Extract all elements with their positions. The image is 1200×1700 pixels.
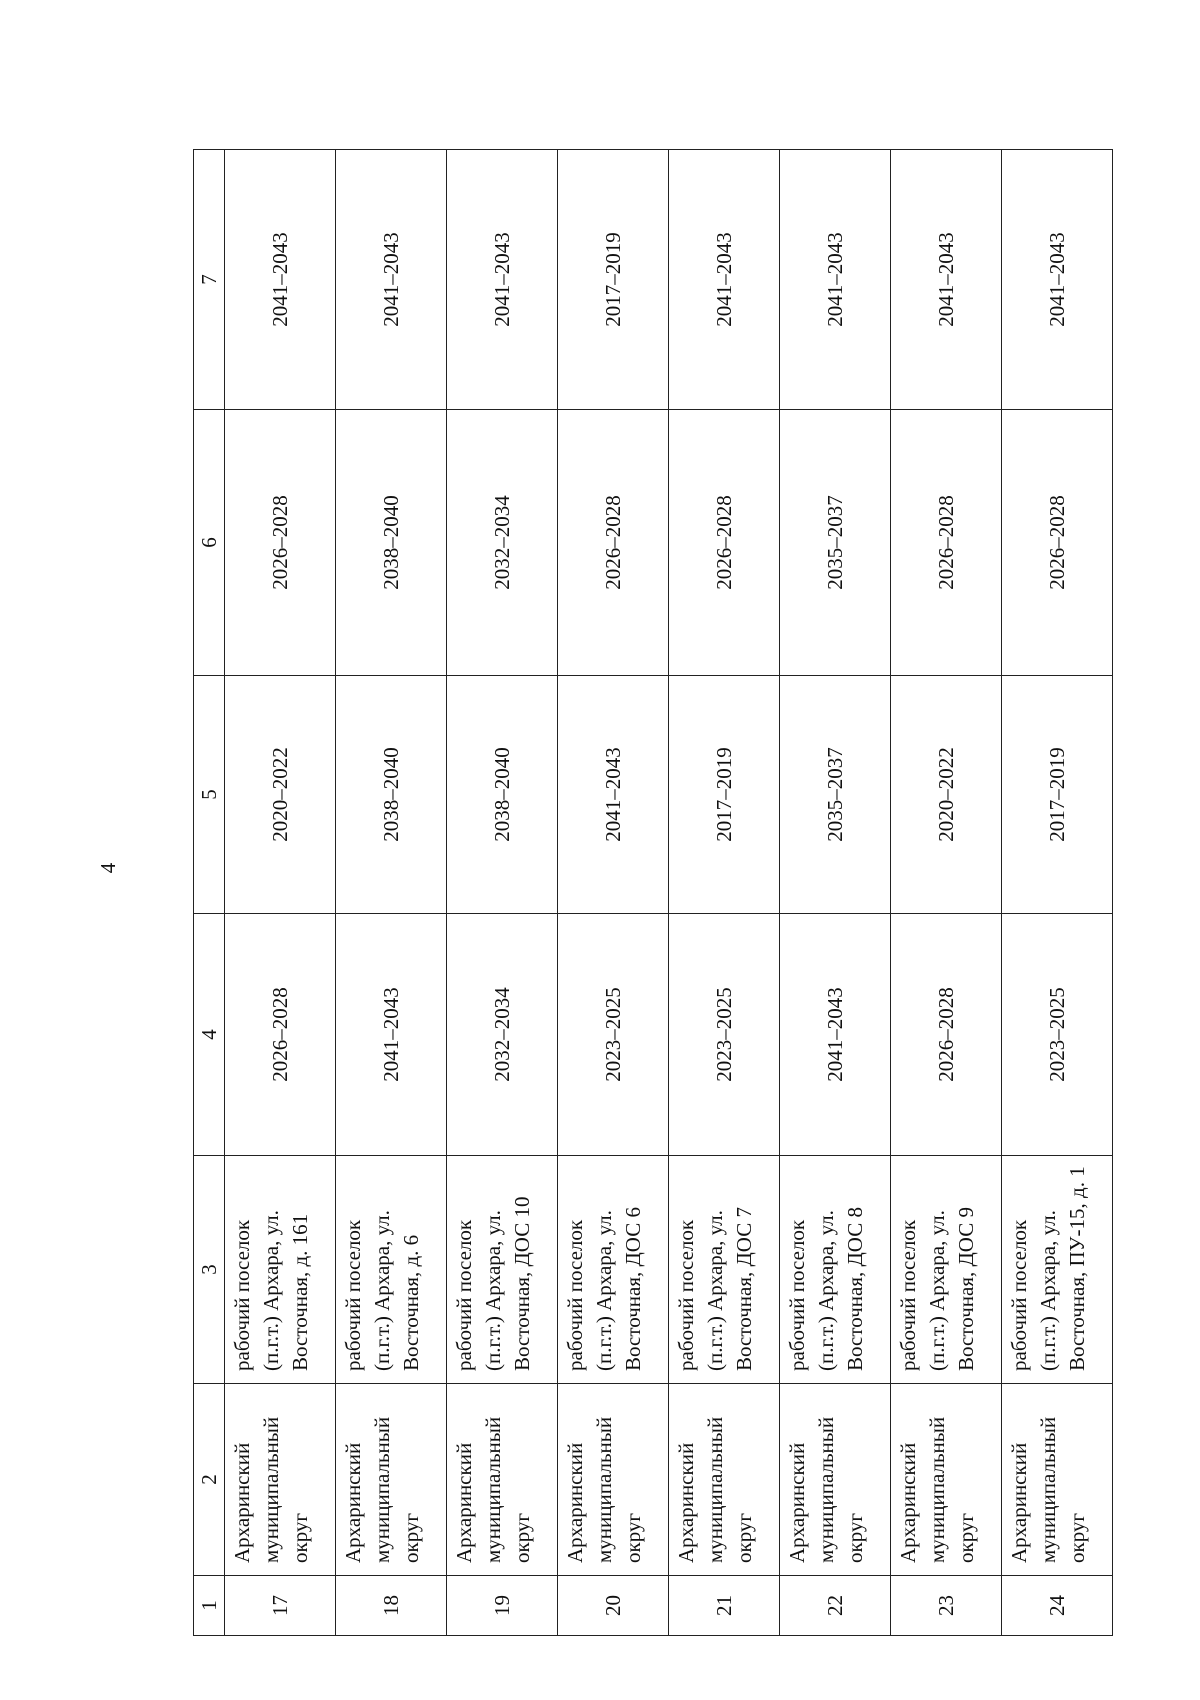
table-row bbox=[336, 150, 447, 1636]
address-cell: рабочий поселок (п.г.т.) Архара, ул. Восточная, ДОС 8 bbox=[780, 1156, 891, 1384]
district-cell: Архаринский муниципальный округ bbox=[336, 1384, 447, 1576]
table-body bbox=[194, 150, 1113, 1636]
period-col7-cell: 2041–2043 bbox=[447, 150, 558, 410]
table-row bbox=[669, 150, 780, 1636]
header-row bbox=[194, 150, 225, 1636]
district-cell: Архаринский муниципальный округ bbox=[891, 1384, 1002, 1576]
period-col7-cell: 2041–2043 bbox=[891, 150, 1002, 410]
table-rotator bbox=[193, 150, 1129, 1636]
period-col4-cell: 2023–2025 bbox=[669, 914, 780, 1156]
address-cell: рабочий поселок (п.г.т.) Архара, ул. Восточная, ДОС 10 bbox=[447, 1156, 558, 1384]
district-cell: Архаринский муниципальный округ bbox=[1002, 1384, 1113, 1576]
period-col4-cell: 2041–2043 bbox=[780, 914, 891, 1156]
header-cell-3: 3 bbox=[194, 1156, 225, 1384]
header-cell-1: 1 bbox=[194, 1576, 225, 1636]
header-cell-4: 4 bbox=[194, 914, 225, 1156]
period-col5-cell: 2020–2022 bbox=[891, 676, 1002, 914]
address-cell: рабочий поселок (п.г.т.) Архара, ул. Восточная, д. 6 bbox=[336, 1156, 447, 1384]
header-cell-2: 2 bbox=[194, 1384, 225, 1576]
address-cell: рабочий поселок (п.г.т.) Архара, ул. Восточная, ДОС 6 bbox=[558, 1156, 669, 1384]
address-cell: рабочий поселок (п.г.т.) Архара, ул. Восточная, ПУ-15, д. 1 bbox=[1002, 1156, 1113, 1384]
data-table bbox=[193, 149, 1113, 1636]
header-cell-6: 6 bbox=[194, 410, 225, 676]
district-cell: Архаринский муниципальный округ bbox=[447, 1384, 558, 1576]
number-cell: 21 bbox=[669, 1576, 780, 1636]
period-col5-cell: 2017–2019 bbox=[669, 676, 780, 914]
period-col7-cell: 2041–2043 bbox=[1002, 150, 1113, 410]
table-row bbox=[558, 150, 669, 1636]
period-col7-cell: 2041–2043 bbox=[780, 150, 891, 410]
table-row bbox=[225, 150, 336, 1636]
header-cell-7: 7 bbox=[194, 150, 225, 410]
page-number: 4 bbox=[96, 862, 120, 874]
period-col7-cell: 2017–2019 bbox=[558, 150, 669, 410]
period-col4-cell: 2026–2028 bbox=[225, 914, 336, 1156]
period-col6-cell: 2026–2028 bbox=[1002, 410, 1113, 676]
number-cell: 23 bbox=[891, 1576, 1002, 1636]
number-cell: 19 bbox=[447, 1576, 558, 1636]
number-cell: 20 bbox=[558, 1576, 669, 1636]
district-cell: Архаринский муниципальный округ bbox=[669, 1384, 780, 1576]
period-col6-cell: 2038–2040 bbox=[336, 410, 447, 676]
period-col4-cell: 2026–2028 bbox=[891, 914, 1002, 1156]
period-col6-cell: 2026–2028 bbox=[225, 410, 336, 676]
period-col6-cell: 2035–2037 bbox=[780, 410, 891, 676]
period-col4-cell: 2041–2043 bbox=[336, 914, 447, 1156]
period-col6-cell: 2032–2034 bbox=[447, 410, 558, 676]
period-col5-cell: 2038–2040 bbox=[336, 676, 447, 914]
district-cell: Архаринский муниципальный округ bbox=[780, 1384, 891, 1576]
district-cell: Архаринский муниципальный округ bbox=[225, 1384, 336, 1576]
district-cell: Архаринский муниципальный округ bbox=[558, 1384, 669, 1576]
rotated-table-container bbox=[193, 150, 1129, 1636]
period-col4-cell: 2023–2025 bbox=[1002, 914, 1113, 1156]
period-col6-cell: 2026–2028 bbox=[558, 410, 669, 676]
period-col6-cell: 2026–2028 bbox=[891, 410, 1002, 676]
address-cell: рабочий поселок (п.г.т.) Архара, ул. Восточная, ДОС 7 bbox=[669, 1156, 780, 1384]
number-cell: 17 bbox=[225, 1576, 336, 1636]
number-cell: 18 bbox=[336, 1576, 447, 1636]
table-row bbox=[1002, 150, 1113, 1636]
address-cell: рабочий поселок (п.г.т.) Архара, ул. Восточная, ДОС 9 bbox=[891, 1156, 1002, 1384]
period-col5-cell: 2041–2043 bbox=[558, 676, 669, 914]
period-col4-cell: 2023–2025 bbox=[558, 914, 669, 1156]
period-col5-cell: 2017–2019 bbox=[1002, 676, 1113, 914]
table-row bbox=[891, 150, 1002, 1636]
period-col7-cell: 2041–2043 bbox=[336, 150, 447, 410]
period-col5-cell: 2020–2022 bbox=[225, 676, 336, 914]
period-col6-cell: 2026–2028 bbox=[669, 410, 780, 676]
number-cell: 22 bbox=[780, 1576, 891, 1636]
table-row bbox=[780, 150, 891, 1636]
table-row bbox=[447, 150, 558, 1636]
number-cell: 24 bbox=[1002, 1576, 1113, 1636]
address-cell: рабочий поселок (п.г.т.) Архара, ул. Восточная, д. 161 bbox=[225, 1156, 336, 1384]
period-col7-cell: 2041–2043 bbox=[225, 150, 336, 410]
period-col5-cell: 2038–2040 bbox=[447, 676, 558, 914]
period-col4-cell: 2032–2034 bbox=[447, 914, 558, 1156]
header-cell-5: 5 bbox=[194, 676, 225, 914]
period-col7-cell: 2041–2043 bbox=[669, 150, 780, 410]
period-col5-cell: 2035–2037 bbox=[780, 676, 891, 914]
